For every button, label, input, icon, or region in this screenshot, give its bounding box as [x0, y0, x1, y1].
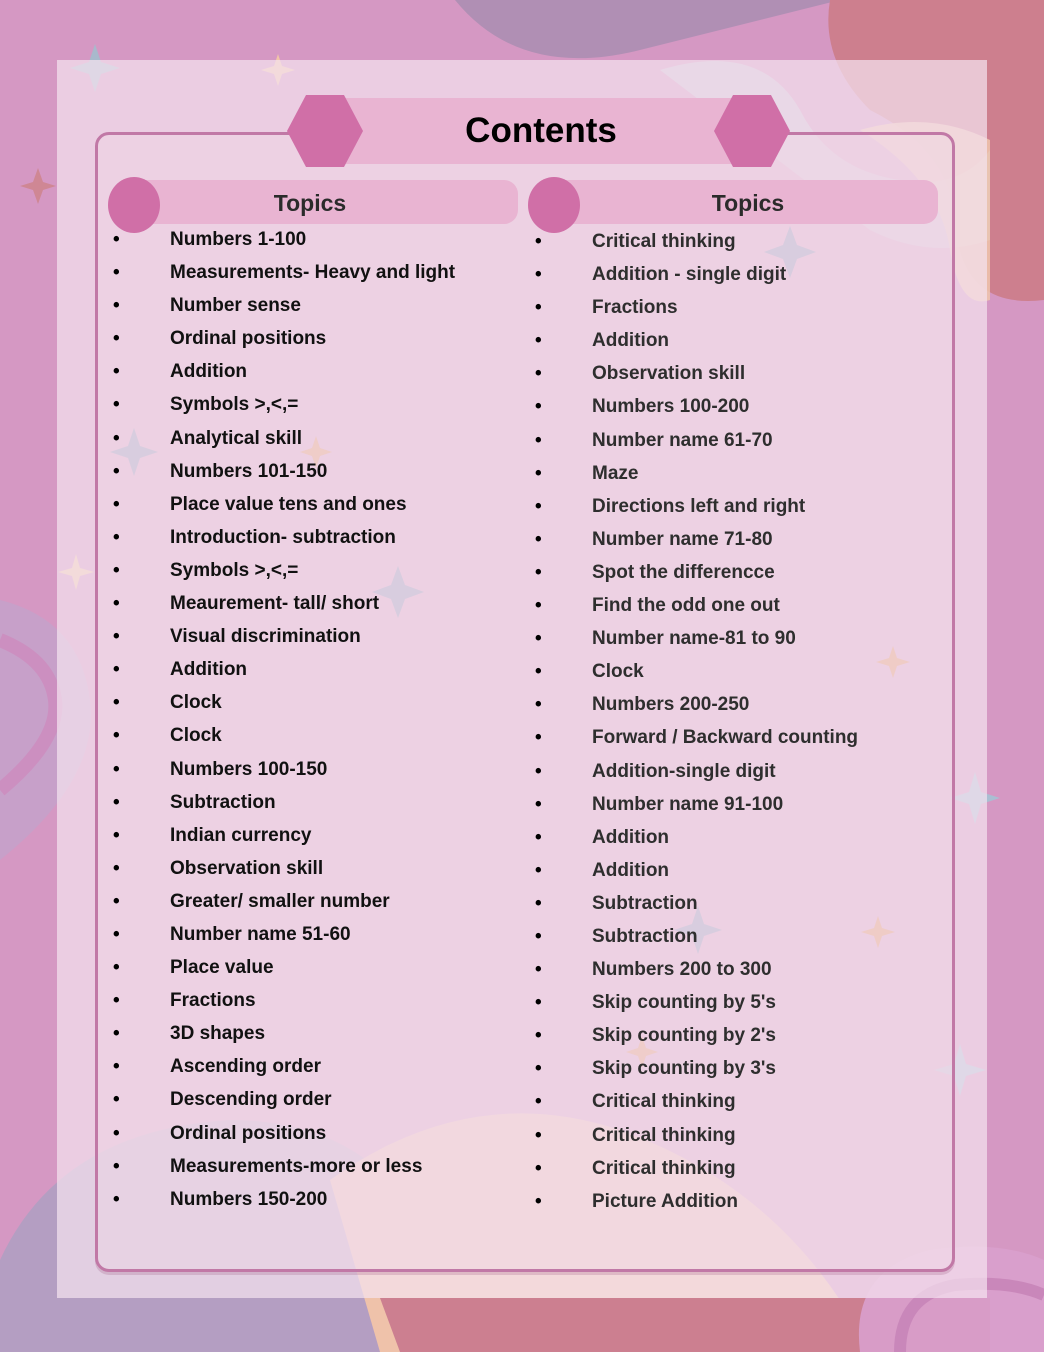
topic-item [535, 258, 945, 291]
bullet-icon: • [535, 495, 542, 517]
topic-item [113, 554, 523, 587]
bullet-icon: • [113, 692, 120, 714]
topic-label: Skip counting by 2's [592, 1025, 776, 1047]
bullet-icon: • [535, 264, 542, 286]
bullet-icon: • [113, 262, 120, 284]
topic-item [535, 1152, 945, 1185]
bullet-icon: • [535, 330, 542, 352]
topic-item [113, 819, 523, 852]
topic-item [535, 986, 945, 1019]
bullet-icon: • [535, 561, 542, 583]
topic-label: Observation skill [170, 857, 324, 879]
topic-label: Subtraction [170, 791, 276, 813]
bullet-icon: • [113, 923, 120, 945]
bullet-icon: • [113, 361, 120, 383]
topic-item [113, 587, 523, 620]
bullet-icon: • [113, 990, 120, 1012]
topic-item [113, 686, 523, 719]
topic-label: Ordinal positions [170, 1122, 327, 1144]
topic-item [535, 556, 945, 589]
bullet-icon: • [113, 957, 120, 979]
topic-label: Forward / Backward counting [592, 727, 859, 749]
bullet-icon: • [535, 727, 542, 749]
topic-label: Numbers 100-150 [170, 758, 328, 780]
topic-label: Descending order [170, 1089, 332, 1111]
topic-item [113, 719, 523, 752]
topic-label: Critical thinking [592, 1091, 736, 1113]
topic-item [535, 655, 945, 688]
left-topics-heading: Topics [273, 190, 347, 216]
topic-item [113, 223, 523, 256]
topic-label: Indian currency [170, 824, 312, 846]
bullet-icon: • [535, 1190, 542, 1212]
topic-label: Spot the differencce [592, 561, 775, 583]
bullet-icon: • [113, 493, 120, 515]
topic-item [113, 1117, 523, 1150]
topic-item [113, 653, 523, 686]
bullet-icon: • [535, 628, 542, 650]
bullet-icon: • [535, 661, 542, 683]
topic-item [535, 854, 945, 887]
bullet-icon: • [113, 791, 120, 813]
right-topics-heading: Topics [711, 190, 785, 216]
topic-label: 3D shapes [170, 1023, 266, 1045]
bullet-icon: • [113, 1056, 120, 1078]
topic-label: Picture Addition [592, 1190, 739, 1212]
topic-item [535, 788, 945, 821]
topic-item [535, 1185, 945, 1218]
bullet-icon: • [113, 626, 120, 648]
bullet-icon: • [113, 559, 120, 581]
topic-label: Skip counting by 3's [592, 1058, 776, 1080]
topic-item [535, 1085, 945, 1118]
bullet-icon: • [535, 462, 542, 484]
topic-label: Number name 91-100 [592, 793, 784, 815]
bullet-icon: • [113, 460, 120, 482]
topic-item [535, 291, 945, 324]
bullet-icon: • [535, 1124, 542, 1146]
topic-item [113, 1050, 523, 1083]
topic-item [113, 388, 523, 421]
topic-item [113, 852, 523, 885]
topic-label: Addition - single digit [592, 264, 787, 286]
topic-label: Ordinal positions [170, 328, 327, 350]
bullet-icon: • [535, 826, 542, 848]
topic-label: Find the odd one out [592, 595, 780, 617]
bullet-icon: • [535, 231, 542, 252]
topic-label: Addition-single digit [592, 760, 776, 782]
bullet-icon: • [113, 1122, 120, 1144]
bullet-icon: • [113, 890, 120, 912]
topic-label: Greater/ smaller number [170, 890, 390, 912]
topic-label: Number sense [170, 295, 301, 317]
topic-item [535, 457, 945, 490]
bullet-icon: • [535, 1157, 542, 1179]
bullet-icon: • [535, 528, 542, 550]
topic-label: Analytical skill [170, 427, 303, 449]
bullet-icon: • [113, 526, 120, 548]
topic-label: Numbers 101-150 [170, 460, 328, 482]
topic-label: Clock [592, 661, 644, 683]
topic-item [113, 1183, 523, 1216]
topic-item [113, 355, 523, 388]
topic-item [113, 885, 523, 918]
topic-item [535, 1052, 945, 1085]
topic-item [535, 589, 945, 622]
topic-item [535, 721, 945, 754]
topic-label: Ascending order [170, 1056, 321, 1078]
bullet-icon: • [113, 1188, 120, 1210]
topic-label: Measurements-more or less [170, 1155, 423, 1177]
topic-item [535, 390, 945, 423]
topic-label: Addition [592, 859, 670, 881]
bullet-icon: • [535, 925, 542, 947]
topic-label: Critical thinking [592, 1157, 736, 1179]
bullet-icon: • [113, 229, 120, 250]
topic-item [535, 490, 945, 523]
topic-item [113, 1083, 523, 1116]
topic-item [113, 786, 523, 819]
topic-item [535, 953, 945, 986]
topic-label: Subtraction [592, 925, 698, 947]
bullet-icon: • [113, 1155, 120, 1177]
topic-label: Clock [170, 725, 222, 747]
right-topic-list [535, 225, 945, 1218]
topic-item [113, 753, 523, 786]
topic-label: Numbers 100-200 [592, 396, 750, 418]
topic-label: Numbers 150-200 [170, 1188, 328, 1210]
bullet-icon: • [535, 992, 542, 1014]
bullet-icon: • [113, 857, 120, 879]
topic-item [113, 1017, 523, 1050]
topic-label: Introduction- subtraction [170, 526, 396, 548]
topic-label: Visual discrimination [170, 626, 361, 648]
topic-label: Fractions [170, 990, 256, 1012]
topic-item [535, 622, 945, 655]
topic-item [535, 225, 945, 258]
bullet-icon: • [535, 363, 542, 385]
topic-item [113, 918, 523, 951]
bullet-icon: • [535, 595, 542, 617]
topic-label: Critical thinking [592, 1124, 736, 1146]
topic-item [113, 951, 523, 984]
bullet-icon: • [535, 1091, 542, 1113]
topic-label: Number name-81 to 90 [592, 628, 796, 650]
topic-label: Fractions [592, 297, 678, 319]
bullet-icon: • [113, 1089, 120, 1111]
topic-label: Critical thinking [592, 231, 736, 252]
topic-item [535, 523, 945, 556]
left-topic-list [113, 223, 523, 1216]
topic-item [535, 1019, 945, 1052]
bullet-icon: • [113, 328, 120, 350]
bullet-icon: • [535, 959, 542, 981]
bullet-icon: • [113, 295, 120, 317]
bullet-icon: • [113, 394, 120, 416]
topic-label: Symbols >,<,= [170, 394, 299, 416]
bullet-icon: • [113, 593, 120, 615]
topic-item [535, 324, 945, 357]
topic-item [535, 424, 945, 457]
bullet-icon: • [113, 758, 120, 780]
topic-item [535, 755, 945, 788]
topic-label: Subtraction [592, 892, 698, 914]
topic-label: Clock [170, 692, 222, 714]
topic-item [535, 688, 945, 721]
topic-label: Symbols >,<,= [170, 559, 299, 581]
topic-item [113, 1150, 523, 1183]
bullet-icon: • [113, 824, 120, 846]
bullet-icon: • [535, 1058, 542, 1080]
topic-label: Observation skill [592, 363, 746, 385]
bullet-icon: • [113, 1023, 120, 1045]
topic-item [535, 1119, 945, 1152]
topic-label: Directions left and right [592, 495, 806, 517]
topic-item [113, 455, 523, 488]
topic-label: Addition [592, 826, 670, 848]
topic-label: Addition [170, 659, 248, 681]
topic-label: Number name 71-80 [592, 528, 773, 550]
bullet-icon: • [535, 760, 542, 782]
bullet-icon: • [535, 694, 542, 716]
topic-item [535, 357, 945, 390]
topic-item [535, 920, 945, 953]
topic-item [113, 256, 523, 289]
bullet-icon: • [535, 429, 542, 451]
topic-item [535, 821, 945, 854]
topic-item [113, 984, 523, 1017]
topic-item [113, 620, 523, 653]
bullet-icon: • [535, 297, 542, 319]
topic-label: Addition [170, 361, 248, 383]
topic-item [113, 322, 523, 355]
page-title: Contents [465, 111, 617, 150]
bullet-icon: • [535, 1025, 542, 1047]
topic-label: Maze [592, 462, 639, 484]
bullet-icon: • [113, 725, 120, 747]
topic-item [535, 887, 945, 920]
bullet-icon: • [535, 396, 542, 418]
topic-label: Number name 51-60 [170, 923, 351, 945]
topic-label: Meaurement- tall/ short [170, 593, 380, 615]
topic-label: Skip counting by 5's [592, 992, 776, 1014]
bullet-icon: • [113, 427, 120, 449]
topic-item [113, 521, 523, 554]
bullet-icon: • [535, 892, 542, 914]
topic-label: Number name 61-70 [592, 429, 773, 451]
bullet-icon: • [535, 793, 542, 815]
topic-label: Place value [170, 957, 274, 979]
topic-label: Measurements- Heavy and light [170, 262, 456, 284]
topic-label: Addition [592, 330, 670, 352]
topic-item [113, 289, 523, 322]
topic-label: Numbers 1-100 [170, 229, 307, 250]
topic-label: Place value tens and ones [170, 493, 407, 515]
topic-label: Numbers 200 to 300 [592, 959, 772, 981]
topic-label: Numbers 200-250 [592, 694, 750, 716]
bullet-icon: • [535, 859, 542, 881]
topic-item [113, 488, 523, 521]
bullet-icon: • [113, 659, 120, 681]
topic-item [113, 422, 523, 455]
